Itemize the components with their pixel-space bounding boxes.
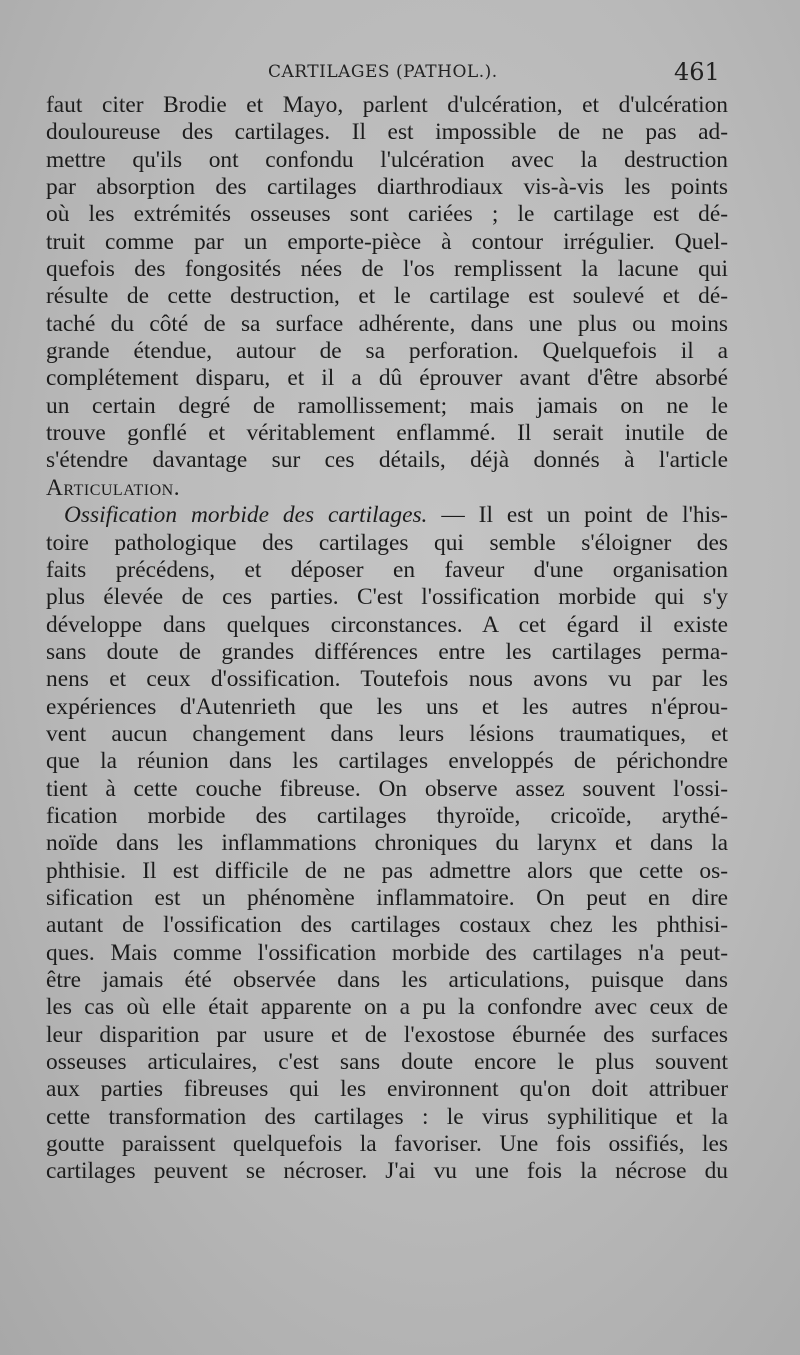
text-line: s'étendre davantage sur ces détails, déjà donnés à l'article [46, 447, 728, 474]
text-line: quefois des fongosités nées de l'os remplissent la lacune qui [46, 256, 728, 283]
text-line: expériences d'Autenrieth que les uns et les autres n'éprou- [46, 693, 728, 720]
text-line: vent aucun changement dans leurs lésions traumatiques, et [46, 720, 728, 747]
running-title: CARTILAGES (PATHOL.). [268, 62, 498, 82]
text-line: ques. Mais comme l'ossification morbide des cartilages n'a peut- [46, 939, 728, 966]
text-line: nens et ceux d'ossification. Toutefois nous avons vu par les [46, 666, 728, 693]
text-line: développe dans quelques circonstances. A cet égard il existe [46, 611, 728, 638]
text-line: que la réunion dans les cartilages enveloppés de périchondre [46, 748, 728, 775]
text-line: faits précédens, et déposer en faveur d'une organisation [46, 556, 728, 583]
text-line: grande étendue, autour de sa perforation. Quelquefois il a [46, 338, 728, 365]
text-line: les cas où elle était apparente on a pu la confondre avec ceux de [46, 994, 728, 1021]
text-line: plus élevée de ces parties. C'est l'ossification morbide qui s'y [46, 584, 728, 611]
text-line: être jamais été observée dans les articulations, puisque dans [46, 967, 728, 993]
text-line: tient à cette couche fibreuse. On observe assez souvent l'ossi- [46, 775, 728, 802]
article-reference: Articulation. [46, 474, 181, 501]
page-header [0, 58, 800, 90]
page-number: 461 [674, 58, 720, 86]
body-text [46, 92, 728, 1186]
section-heading: Ossification morbide des cartilages. [64, 502, 428, 529]
text-line: autant de l'ossification des cartilages costaux chez les phthisi- [46, 912, 728, 939]
text-line: par absorption des cartilages diarthrodiaux vis-à-vis les points [46, 174, 728, 201]
text-line: cette transformation des cartilages : le virus syphilitique et la [46, 1103, 728, 1130]
text-line: un certain degré de ramollissement; mais jamais on ne le [46, 392, 728, 419]
text-line: douloureuse des cartilages. Il est impossible de ne pas ad- [46, 119, 728, 146]
text-line: noïde dans les inflammations chroniques du larynx et dans la [46, 830, 728, 857]
text-line: mettre qu'ils ont confondu l'ulcération avec la destruction [46, 146, 728, 173]
text-line: goutte paraissent quelquefois la favoriser. Une fois ossifiés, les [46, 1131, 728, 1158]
text-line: phthisie. Il est difficile de ne pas admettre alors que cette os- [46, 857, 728, 884]
text-line: où les extrémités osseuses sont cariées ; le cartilage est dé- [46, 201, 728, 228]
text-line: complétement disparu, et il a dû éprouver avant d'être absorbé [46, 365, 728, 392]
text-line [46, 502, 728, 529]
text-line: leur disparition par usure et de l'exostose éburnée des surfaces [46, 1021, 728, 1048]
text-line: trouve gonflé et véritablement enflammé. Il serait inutile de [46, 420, 728, 447]
text-line: aux parties fibreuses qui les environnent qu'on doit attribuer [46, 1076, 728, 1103]
text-line: sans doute de grandes différences entre les cartilages perma- [46, 638, 728, 665]
text-line: truit comme par un emporte-pièce à contour irrégulier. Quel- [46, 228, 728, 255]
text-line: résulte de cette destruction, et le cartilage est soulevé et dé- [46, 283, 728, 310]
text-line: faut citer Brodie et Mayo, parlent d'ulcération, et d'ulcération [46, 92, 728, 118]
text-line: taché du côté de sa surface adhérente, dans une plus ou moins [46, 310, 728, 337]
heading-continuation: — Il est un point de l'his- [441, 502, 728, 529]
paragraph-1 [46, 92, 728, 502]
text-line: cartilages peuvent se nécroser. J'ai vu une fois la nécrose du [46, 1158, 728, 1185]
text-line: sification est un phénomène inflammatoire. On peut en dire [46, 884, 728, 911]
paragraph-2 [46, 502, 728, 1186]
text-line: osseuses articulaires, c'est sans doute encore le plus souvent [46, 1049, 728, 1076]
text-line: fication morbide des cartilages thyroïde, cricoïde, arythé- [46, 802, 728, 829]
text-line: toire pathologique des cartilages qui semble s'éloigner des [46, 529, 728, 556]
